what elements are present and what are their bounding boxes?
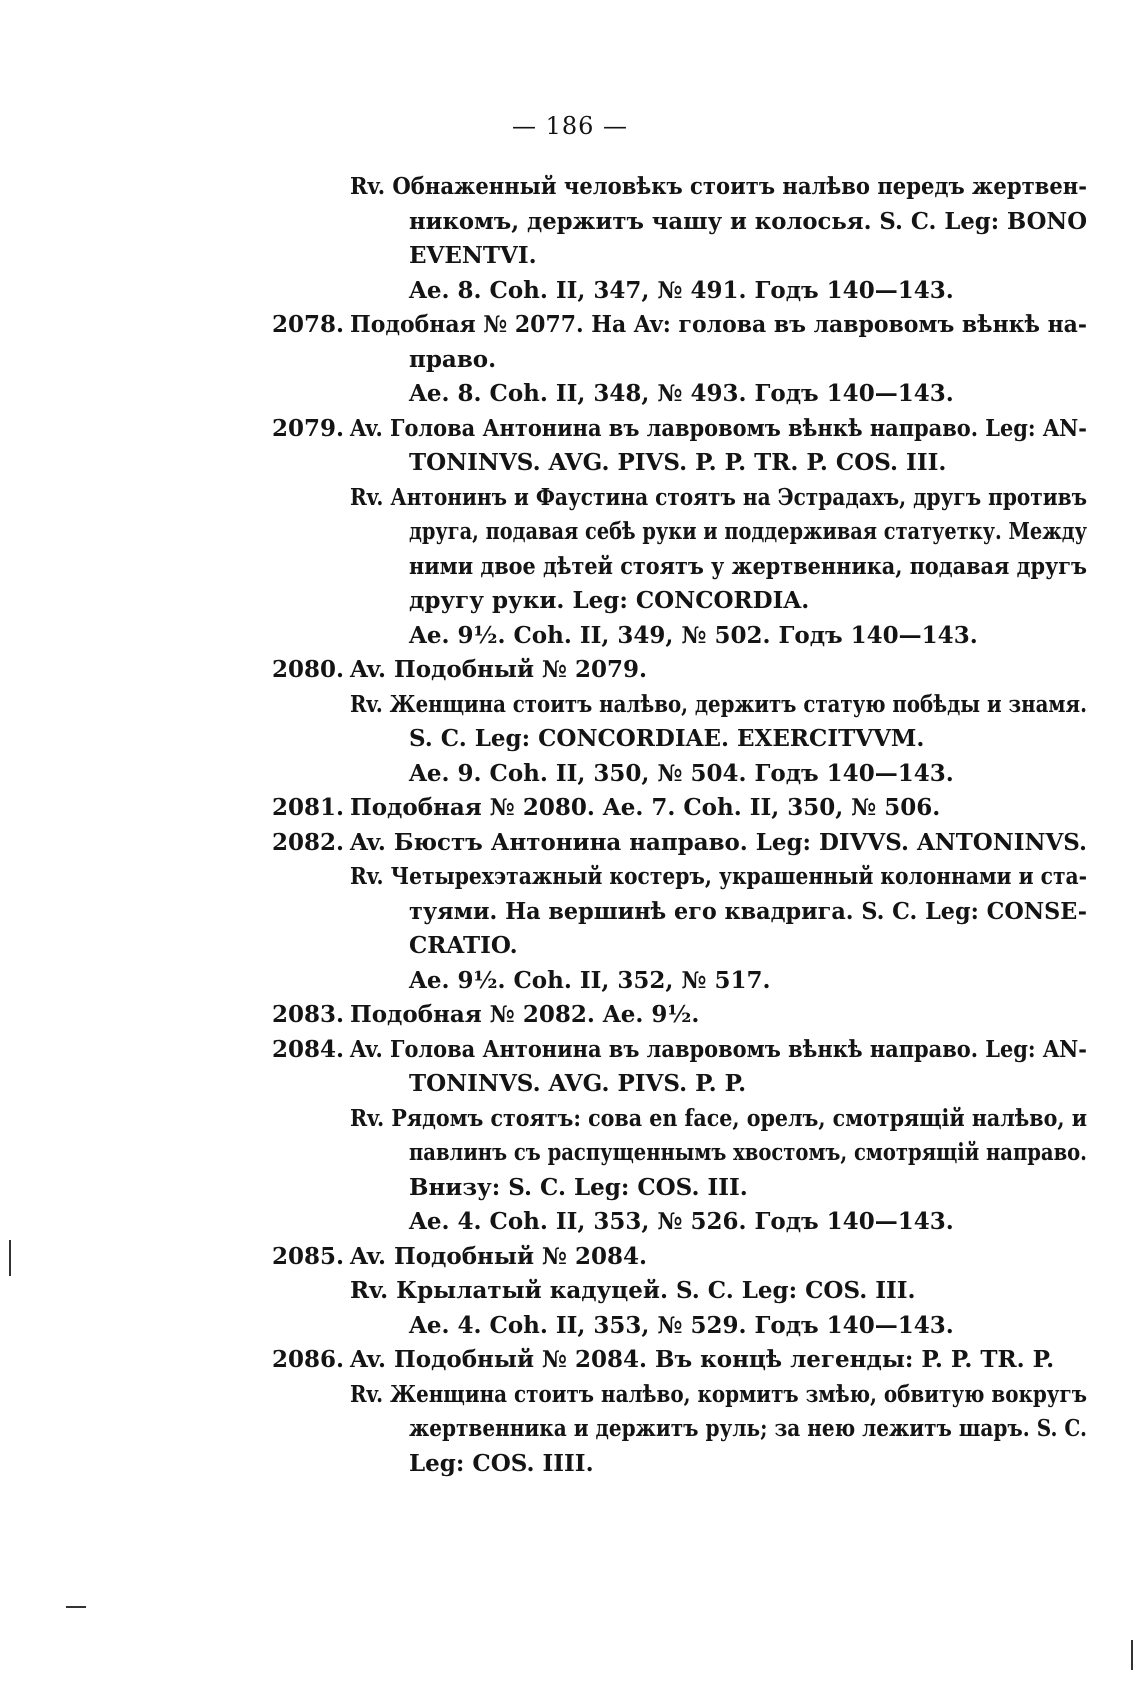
- line-text: TONINVS. AVG. PIVS. P. P. TR. P. COS. III.: [409, 449, 947, 476]
- text-line: [272, 929, 1087, 964]
- text-line: [272, 239, 1087, 274]
- text-line: [272, 550, 1087, 585]
- entry-line: [272, 412, 1087, 447]
- line-text: Подобная № 2080. Ae. 7. Coh. II, 350, № 506.: [350, 794, 941, 821]
- entry-line: [272, 791, 1087, 826]
- entry-number: 2083.: [272, 1001, 345, 1028]
- line-text: TONINVS. AVG. PIVS. P. P.: [409, 1070, 747, 1097]
- line-text: Av. Голова Антонина въ лавровомъ вѣнкѣ направо. Leg: AN-: [350, 1035, 1087, 1063]
- catalog-entries: [272, 170, 1087, 1481]
- entry-line: [272, 308, 1087, 343]
- entry-line: [272, 1343, 1087, 1378]
- line-text: право.: [409, 345, 497, 373]
- text-line: [272, 1171, 1087, 1206]
- line-text: Rv. Женщина стоитъ налѣво, держитъ статую побѣды и знамя.: [350, 690, 1087, 718]
- entry-number: 2082.: [272, 828, 345, 856]
- entry-number: 2086.: [272, 1346, 345, 1373]
- entry-number: 2080.: [272, 656, 345, 683]
- line-text: жертвенника и держитъ руль; за нею лежитъ шаръ. S. C.: [409, 1415, 1087, 1442]
- text-line: [272, 377, 1087, 412]
- text-line: [272, 515, 1087, 550]
- line-text: Ae. 9½. Coh. II, 349, № 502. Годъ 140—143.: [409, 621, 978, 649]
- entry-line: [272, 1240, 1087, 1275]
- text-line: [272, 1102, 1087, 1137]
- text-line: [272, 722, 1087, 757]
- text-line: [272, 1309, 1087, 1344]
- line-text: Av. Голова Антонина въ лавровомъ вѣнкѣ направо. Leg: AN-: [350, 414, 1087, 442]
- line-text: Rv. Обнаженный человѣкъ стоитъ налѣво передъ жертвен-: [350, 173, 1087, 200]
- text-line: [272, 274, 1087, 309]
- line-text: другу руки. Leg: CONCORDIA.: [409, 587, 810, 614]
- entry-number: 2084.: [272, 1035, 345, 1063]
- line-text: ними двое дѣтей стоятъ у жертвенника, подавая другъ: [409, 552, 1087, 580]
- text-line: [272, 584, 1087, 619]
- line-text: друга, подавая себѣ руки и поддерживая статуетку. Между: [409, 518, 1087, 545]
- text-line: [272, 964, 1087, 999]
- line-text: туями. На вершинѣ его квадрига. S. C. Leg: CONSE-: [409, 897, 1087, 925]
- entry-line: [272, 1033, 1087, 1068]
- entry-line: [272, 653, 1087, 688]
- line-text: Ae. 4. Coh. II, 353, № 526. Годъ 140—143.: [409, 1208, 954, 1235]
- entry-number: 2078.: [272, 311, 345, 338]
- text-line: [272, 170, 1087, 205]
- line-text: Ae. 9. Coh. II, 350, № 504. Годъ 140—143.: [409, 759, 954, 787]
- line-text: Rv. Женщина стоитъ налѣво, кормитъ змѣю, обвитую вокругъ: [350, 1380, 1087, 1408]
- entry-number: 2085.: [272, 1242, 345, 1270]
- text-line: [272, 1205, 1087, 1240]
- line-text: Внизу: S. C. Leg: COS. III.: [409, 1173, 748, 1201]
- line-text: EVENTVI.: [409, 242, 537, 269]
- line-text: Ae. 8. Coh. II, 347, № 491. Годъ 140—143.: [409, 276, 954, 304]
- scan-mark: [66, 1606, 86, 1608]
- text-line: [272, 1274, 1087, 1309]
- text-line: [272, 757, 1087, 792]
- text-line: [272, 619, 1087, 654]
- line-text: Подобная № 2077. На Av: голова въ лавровомъ вѣнкѣ на-: [350, 311, 1087, 338]
- text-line: [272, 1378, 1087, 1413]
- text-line: [272, 481, 1087, 516]
- line-text: Rv. Четырехэтажный костеръ, украшенный колоннами и ста-: [350, 863, 1087, 890]
- text-line: [272, 860, 1087, 895]
- scan-mark: [9, 1240, 11, 1276]
- line-text: павлинъ съ распущеннымъ хвостомъ, смотрящій направо.: [409, 1139, 1087, 1166]
- line-text: Rv. Крылатый кадуцей. S. C. Leg: COS. III.: [350, 1277, 916, 1304]
- text-line: [272, 446, 1087, 481]
- line-text: Leg: COS. IIII.: [409, 1449, 594, 1477]
- text-line: [272, 895, 1087, 930]
- line-text: Ae. 8. Coh. II, 348, № 493. Годъ 140—143.: [409, 380, 954, 407]
- text-line: [272, 1412, 1087, 1447]
- line-text: Av. Подобный № 2084.: [350, 1242, 648, 1270]
- line-text: Ae. 9½. Coh. II, 352, № 517.: [409, 966, 771, 994]
- line-text: Rv. Рядомъ стоятъ: сова en face, орелъ, смотрящій налѣво, и: [350, 1104, 1087, 1132]
- text-line: [272, 1067, 1087, 1102]
- text-line: [272, 1136, 1087, 1171]
- text-line: [272, 343, 1087, 378]
- line-text: S. C. Leg: CONCORDIAE. EXERCITVVM.: [409, 725, 925, 752]
- line-text: CRATIO.: [409, 932, 518, 959]
- line-text: Av. Подобный № 2079.: [350, 656, 648, 683]
- line-text: Av. Подобный № 2084. Въ концѣ легенды: P. P. TR. P.: [350, 1346, 1055, 1373]
- line-text: никомъ, держитъ чашу и колосья. S. C. Leg: BONO: [409, 207, 1087, 235]
- entry-number: 2079.: [272, 414, 345, 442]
- text-line: [272, 688, 1087, 723]
- scan-mark: [1131, 1640, 1133, 1670]
- line-text: Av. Бюстъ Антонина направо. Leg: DIVVS. ANTONINVS.: [350, 828, 1087, 856]
- text-line: [272, 205, 1087, 240]
- entry-line: [272, 826, 1087, 861]
- text-line: [272, 1447, 1087, 1482]
- entry-line: [272, 998, 1087, 1033]
- line-text: Подобная № 2082. Ae. 9½.: [350, 1001, 700, 1028]
- page-number: — 186 —: [511, 112, 629, 140]
- line-text: Rv. Антонинъ и Фаустина стоятъ на Эстрадахъ, другъ противъ: [350, 483, 1087, 511]
- line-text: Ae. 4. Coh. II, 353, № 529. Годъ 140—143.: [409, 1311, 954, 1339]
- entry-number: 2081.: [272, 794, 345, 821]
